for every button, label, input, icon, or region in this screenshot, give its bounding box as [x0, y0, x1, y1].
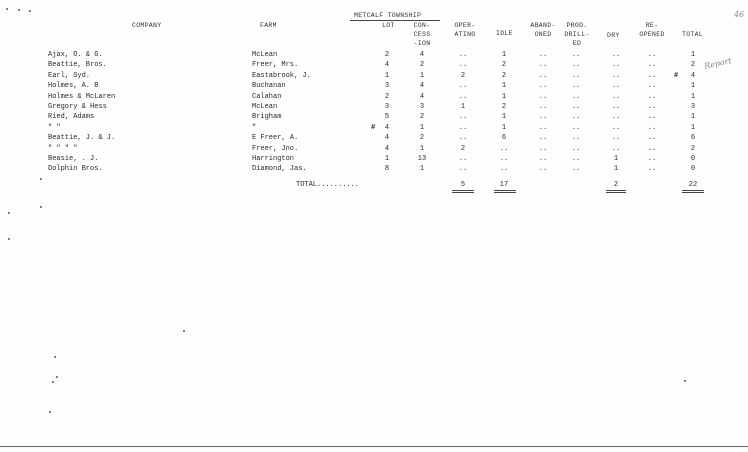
cell-idle: 1 [501, 51, 507, 59]
cell-operating: .. [458, 92, 468, 101]
cell-concession: 1 [419, 144, 425, 153]
cell-abandoned: .. [538, 113, 548, 122]
totals-dry-underline-2 [606, 192, 626, 193]
cell-abandoned: .. [538, 92, 548, 101]
cell-company: Holmes, A. B [48, 82, 99, 91]
header-operating-line2: ATING [454, 31, 476, 38]
cell-operating: 2 [460, 144, 466, 153]
cell-idle: 1 [501, 82, 507, 91]
cell-abandoned: .. [538, 82, 548, 91]
header-abandoned [526, 21, 560, 39]
cell-total: 0 [690, 155, 696, 163]
cell-operating: 1 [460, 103, 466, 111]
cell-abandoned: .. [538, 61, 548, 70]
cell-idle: 1 [501, 123, 507, 132]
cell-reopened: .. [647, 82, 657, 91]
header-total: TOTAL [682, 31, 704, 38]
header-reopened [634, 21, 670, 39]
cell-dry: .. [611, 51, 621, 59]
header-farm: FARM [260, 22, 277, 29]
cell-operating: .. [458, 123, 468, 132]
cell-reopened: .. [647, 61, 657, 70]
header-abandoned-line2: ONED [534, 31, 552, 38]
cell-farm: McLean [252, 103, 278, 111]
cell-dry: .. [611, 103, 621, 111]
totals-total: 22 [688, 181, 698, 189]
cell-company: Beasie, . J. [48, 155, 99, 163]
cell-lot: 2 [384, 51, 390, 59]
cell-prod-drilled: .. [571, 82, 581, 91]
cell-operating: 2 [460, 71, 466, 80]
cell-abandoned: .. [538, 123, 548, 132]
cell-company: Ajax, O. & G. [48, 51, 103, 59]
cell-farm: " [252, 123, 257, 132]
cell-total: 2 [690, 144, 696, 153]
cell-lot: 2 [384, 92, 390, 101]
cell-reopened: .. [647, 51, 657, 59]
cell-prod-drilled: .. [571, 103, 581, 111]
cell-dry: .. [611, 113, 621, 122]
cell-total: 4 [690, 71, 696, 80]
header-dry: DRY [607, 32, 620, 39]
header-concession [409, 21, 435, 48]
cell-farm: Brigham [252, 113, 282, 122]
totals-label: TOTAL.......... [296, 181, 360, 189]
cell-operating: .. [458, 113, 468, 122]
overstrike-mark: # [674, 71, 679, 80]
section-title: METCALF TOWNSHIP [354, 12, 422, 19]
cell-company: Dolphin Bros. [48, 165, 103, 174]
cell-company: Beattie, J. & J. [48, 134, 116, 143]
cell-idle: 6 [501, 134, 507, 143]
cell-company: Holmes & McLaren [48, 92, 116, 101]
totals-idle: 17 [499, 181, 509, 189]
totals-operating-underline-2 [452, 192, 474, 193]
cell-total: 1 [690, 82, 696, 91]
header-concession-line3: -ION [413, 40, 431, 47]
cell-dry: .. [611, 61, 621, 70]
cell-reopened: .. [647, 103, 657, 111]
header-abandoned-line1: ABAND- [530, 22, 556, 29]
cell-prod-drilled: .. [571, 155, 581, 163]
header-prod-drilled-line1: PROD. [566, 22, 588, 29]
totals-total-underline-2 [682, 192, 704, 193]
cell-lot: 3 [384, 82, 390, 91]
header-concession-line1: CON- [413, 22, 431, 29]
header-concession-line2: CESS [413, 31, 431, 38]
cell-total: 1 [690, 113, 696, 122]
cell-concession: 4 [419, 92, 425, 101]
cell-farm: Freer, Jno. [252, 144, 299, 153]
cell-prod-drilled: .. [571, 61, 581, 70]
cell-abandoned: .. [538, 103, 548, 111]
cell-operating: .. [458, 82, 468, 91]
cell-idle: .. [499, 144, 509, 153]
totals-operating-underline [452, 190, 474, 191]
cell-farm: Diamond, Jas. [252, 165, 307, 174]
cell-reopened: .. [647, 155, 657, 163]
cell-farm: Eastabrook, J. [252, 71, 311, 80]
cell-dry: 1 [613, 155, 619, 163]
cell-concession: 3 [419, 103, 425, 111]
cell-reopened: .. [647, 123, 657, 132]
cell-dry: 1 [613, 165, 619, 174]
cell-idle: .. [499, 165, 509, 174]
cell-dry: .. [611, 134, 621, 143]
cell-farm: Buchanan [252, 82, 286, 91]
cell-total: 6 [690, 134, 696, 143]
cell-lot: 1 [384, 71, 390, 80]
cell-prod-drilled: .. [571, 165, 581, 174]
cell-farm: Calahan [252, 92, 282, 101]
cell-idle: 2 [501, 103, 507, 111]
cell-concession: 4 [419, 51, 425, 59]
totals-dry: 2 [613, 181, 619, 189]
cell-total: 1 [690, 123, 696, 132]
cell-reopened: .. [647, 71, 657, 80]
header-lot: LOT [382, 22, 395, 29]
cell-dry: .. [611, 144, 621, 153]
totals-idle-underline [494, 190, 516, 191]
header-prod-drilled-line3: ED [572, 40, 582, 47]
cell-reopened: .. [647, 92, 657, 101]
cell-company: Ried, Adams [48, 113, 95, 122]
cell-abandoned: .. [538, 155, 548, 163]
cell-lot: 4 [384, 144, 390, 153]
cell-lot: 5 [384, 113, 390, 122]
cell-prod-drilled: .. [571, 51, 581, 59]
cell-idle: 2 [501, 71, 507, 80]
cell-operating: .. [458, 134, 468, 143]
cell-total: 0 [690, 165, 696, 174]
cell-prod-drilled: .. [571, 92, 581, 101]
cell-abandoned: .. [538, 51, 548, 59]
cell-company: " " " " [48, 144, 78, 153]
cell-concession: 2 [419, 134, 425, 143]
cell-operating: .. [458, 51, 468, 59]
cell-idle: .. [499, 155, 509, 163]
cell-abandoned: .. [538, 165, 548, 174]
cell-prod-drilled: .. [571, 123, 581, 132]
header-idle: IDLE [496, 30, 513, 37]
header-reopened-line2: OPENED [639, 31, 665, 38]
totals-dry-underline [606, 190, 626, 191]
header-company: COMPANY [132, 22, 162, 29]
cell-total: 3 [690, 103, 696, 111]
cell-company: Gregory & Hess [48, 103, 107, 111]
cell-prod-drilled: .. [571, 144, 581, 153]
cell-concession: 1 [419, 165, 425, 174]
cell-prod-drilled: .. [571, 71, 581, 80]
cell-company: " " [48, 123, 61, 132]
cell-reopened: .. [647, 165, 657, 174]
cell-reopened: .. [647, 144, 657, 153]
cell-farm: E Freer, A. [252, 134, 299, 143]
cell-dry: .. [611, 92, 621, 101]
header-operating-line1: OPER- [454, 22, 476, 29]
header-operating [449, 21, 481, 39]
cell-reopened: .. [647, 134, 657, 143]
header-reopened-line1: RE- [645, 22, 659, 29]
cell-total: 1 [690, 51, 696, 59]
totals-total-underline [682, 190, 704, 191]
margin-note: Report [703, 56, 733, 71]
cell-concession: 2 [419, 113, 425, 122]
cell-farm: McLean [252, 51, 278, 59]
cell-abandoned: .. [538, 144, 548, 153]
cell-farm: Harrington [252, 155, 295, 163]
cell-reopened: .. [647, 113, 657, 122]
cell-operating: .. [458, 165, 468, 174]
cell-dry: .. [611, 71, 621, 80]
page-mark: 46 [734, 10, 745, 19]
cell-total: 2 [690, 61, 696, 70]
header-prod-drilled-line2: DRILL- [564, 31, 590, 38]
cell-abandoned: .. [538, 71, 548, 80]
cell-lot: 3 [384, 103, 390, 111]
cell-company: Beattie, Bros. [48, 61, 107, 70]
overstrike-mark: # [371, 123, 376, 132]
cell-concession: 13 [417, 155, 427, 163]
page-bottom-edge [0, 446, 748, 447]
cell-lot: 4 [384, 134, 390, 143]
cell-concession: 1 [419, 123, 425, 132]
cell-lot: 4 [384, 123, 390, 132]
cell-idle: 2 [501, 61, 507, 70]
cell-operating: .. [458, 155, 468, 163]
cell-abandoned: .. [538, 134, 548, 143]
cell-dry: .. [611, 82, 621, 91]
cell-concession: 4 [419, 82, 425, 91]
cell-farm: Freer, Mrs. [252, 61, 299, 70]
cell-concession: 2 [419, 61, 425, 70]
cell-lot: 4 [384, 61, 390, 70]
header-prod-drilled [560, 21, 594, 48]
cell-total: 1 [690, 92, 696, 101]
cell-lot: 8 [384, 165, 390, 174]
cell-idle: 1 [501, 92, 507, 101]
cell-company: Earl, Syd. [48, 71, 91, 80]
cell-prod-drilled: .. [571, 134, 581, 143]
cell-concession: 1 [419, 71, 425, 80]
cell-idle: 1 [501, 113, 507, 122]
cell-prod-drilled: .. [571, 113, 581, 122]
cell-operating: .. [458, 61, 468, 70]
cell-dry: .. [611, 123, 621, 132]
totals-operating: 5 [460, 181, 466, 189]
cell-lot: 1 [384, 155, 390, 163]
totals-idle-underline-2 [494, 192, 516, 193]
